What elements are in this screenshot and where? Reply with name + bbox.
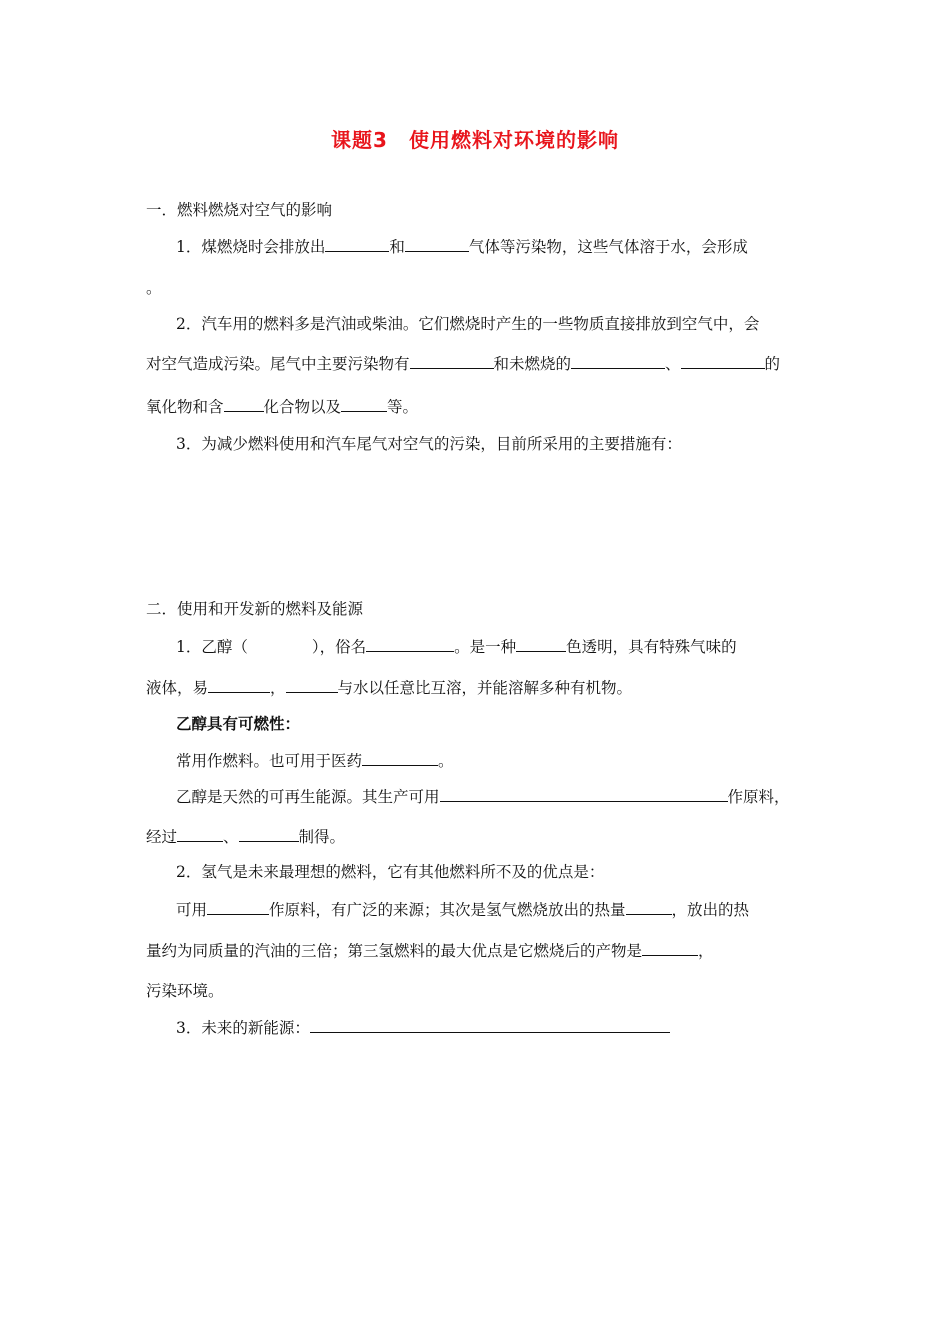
- s1-q2-line2: 对空气造成污染。尾气中主要污染物有 和未燃烧的 、 的: [146, 355, 781, 373]
- s2-q1-line1: 1．乙醇（ ），俗名 。是一种 色透明，具有特殊气味的: [176, 638, 737, 656]
- section1-heading: 一．燃料燃烧对空气的影响: [146, 201, 333, 219]
- s2-use-line: 常用作燃料。也可用于医药 。: [176, 752, 454, 770]
- answer-blank[interactable]: [571, 353, 665, 369]
- s2-made-line: 经过 、 制得。: [146, 828, 346, 846]
- s2-q2-line2: 量约为同质量的汽油的三倍；第三氢燃料的最大优点是它燃烧后的产物是 ，: [146, 942, 714, 960]
- answer-blank[interactable]: [341, 396, 387, 412]
- answer-blank[interactable]: [681, 353, 765, 369]
- section2-heading: 二．使用和开发新的燃料及能源: [146, 600, 364, 618]
- s1-q3: 3．为减少燃料使用和汽车尾气对空气的污染，目前所采用的主要措施有：: [176, 435, 682, 453]
- answer-blank[interactable]: [286, 677, 338, 693]
- answer-blank[interactable]: [440, 786, 728, 802]
- s2-q2-line1: 可用 作原料，有广泛的来源；其次是氢气燃烧放出的热量 ，放出的热: [176, 901, 750, 919]
- answer-blank[interactable]: [362, 750, 438, 766]
- s1-q2-line3: 氧化物和含 化合物以及 等。: [146, 398, 419, 416]
- page-title: 课题3 使用燃料对环境的影响: [331, 128, 619, 152]
- answer-blank[interactable]: [325, 236, 389, 252]
- s2-q3: 3．未来的新能源：: [176, 1017, 670, 1038]
- answer-blank[interactable]: [405, 236, 469, 252]
- s2-q2-intro: 2．氢气是未来最理想的燃料，它有其他燃料所不及的优点是：: [176, 863, 605, 881]
- answer-blank[interactable]: [208, 677, 270, 693]
- s2-q1-line2: 液体，易 ， 与水以任意比互溶，并能溶解多种有机物。: [146, 679, 633, 697]
- answer-blank[interactable]: [626, 899, 672, 915]
- flammable-heading: 乙醇具有可燃性：: [176, 715, 301, 733]
- answer-blank[interactable]: [224, 396, 264, 412]
- answer-blank[interactable]: [366, 636, 454, 652]
- s2-q2-line3: 污染环境。: [146, 982, 224, 1000]
- answer-blank[interactable]: [239, 826, 299, 842]
- s1-q2-line1: 2．汽车用的燃料多是汽油或柴油。它们燃烧时产生的一些物质直接排放到空气中，会: [176, 315, 760, 333]
- s1-q1-end: 。: [146, 279, 162, 297]
- answer-blank[interactable]: [207, 899, 269, 915]
- answer-blank[interactable]: [310, 1017, 670, 1033]
- answer-blank[interactable]: [177, 826, 223, 842]
- answer-blank[interactable]: [410, 353, 494, 369]
- answer-blank[interactable]: [516, 636, 566, 652]
- s1-q1: 1．煤燃烧时会排放出 和 气体等污染物，这些气体溶于水，会形成: [176, 238, 748, 256]
- s2-renew-line: 乙醇是天然的可再生能源。其生产可用 作原料，: [176, 788, 790, 806]
- answer-blank[interactable]: [642, 940, 698, 956]
